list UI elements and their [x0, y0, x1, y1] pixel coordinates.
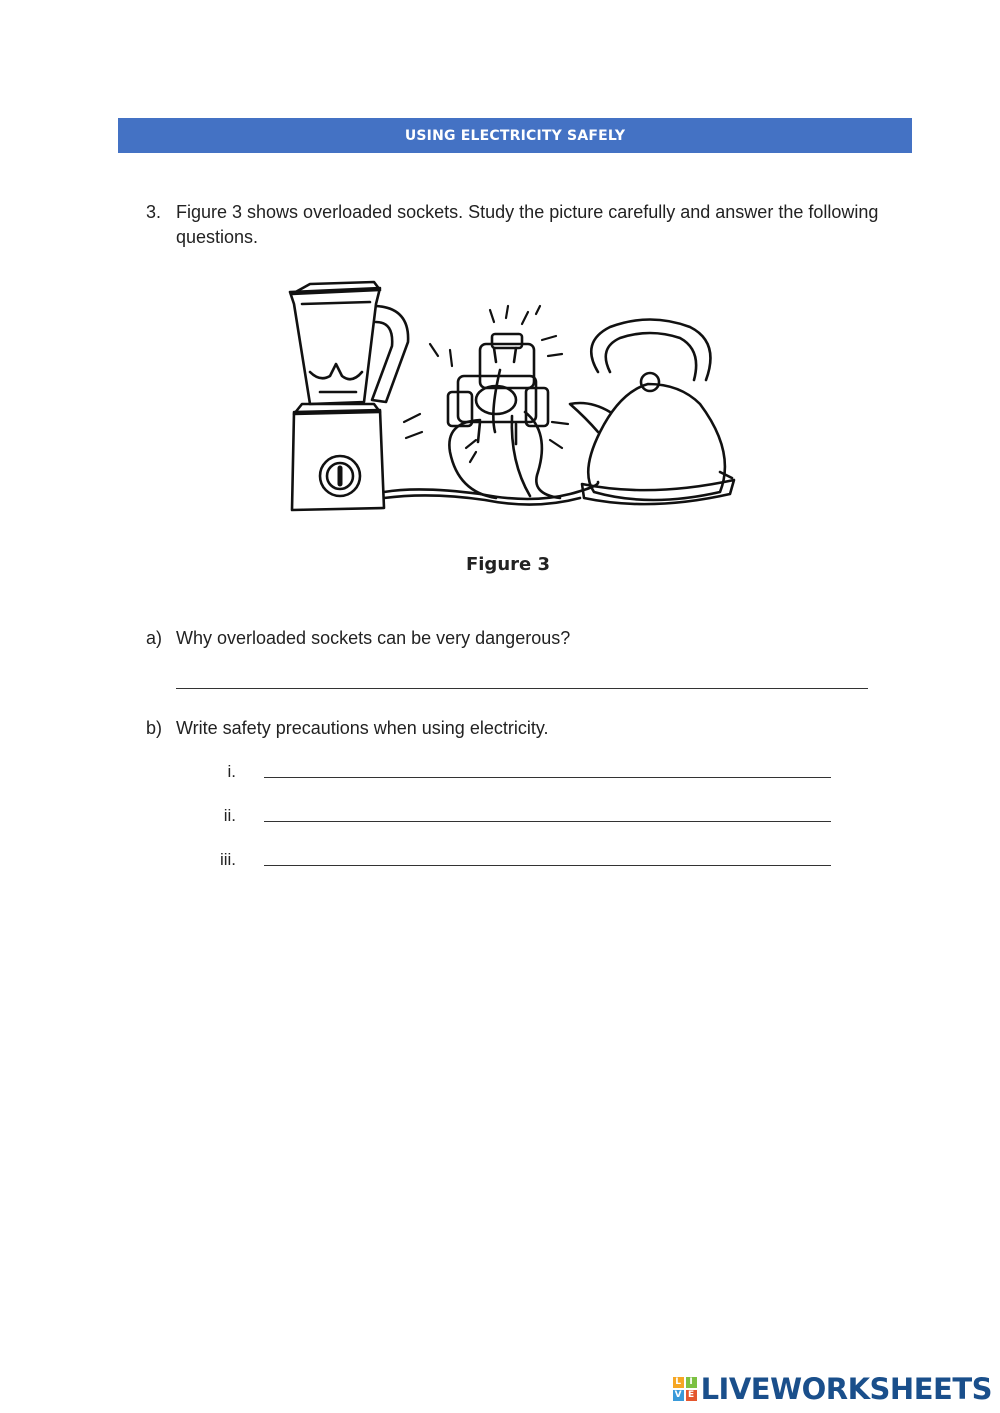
spark-marks: [404, 306, 568, 462]
part-b-item-numeral: ii.: [223, 806, 236, 825]
part-b-item-answer-line[interactable]: [264, 821, 831, 822]
overloaded-sockets-illustration: [280, 272, 740, 527]
part-b-label: b): [146, 718, 163, 738]
logo-tile: L: [673, 1377, 684, 1388]
figure-caption: Figure 3: [465, 554, 551, 575]
power-cords: [384, 370, 598, 505]
socket-adapter-stack: [448, 334, 548, 444]
logo-tile: E: [686, 1390, 697, 1401]
liveworksheets-logo-icon: [673, 1377, 697, 1401]
part-b-item-numeral: i.: [227, 762, 236, 781]
part-b-item-numeral: iii.: [219, 850, 236, 869]
part-a-label: a): [146, 628, 163, 648]
liveworksheets-watermark: [673, 1372, 992, 1406]
part-b-item-answer-line[interactable]: [264, 865, 831, 866]
blender-icon: [290, 282, 408, 510]
worksheet-title: USING ELECTRICITY SAFELY: [404, 127, 626, 144]
watermark-text: LIVEWORKSHEETS: [700, 1372, 992, 1406]
question-text: Figure 3 shows overloaded sockets. Study the picture carefully and answer the following questions.: [176, 202, 879, 247]
part-b-item-answer-line[interactable]: [264, 777, 831, 778]
worksheet-title-banner: [118, 118, 912, 153]
kettle-icon: [570, 320, 734, 505]
figure-drawing: [280, 272, 740, 527]
logo-tile: V: [673, 1390, 684, 1401]
part-b-question: Write safety precautions when using electricity.: [176, 718, 549, 738]
logo-tile: I: [686, 1377, 697, 1388]
question-number: 3.: [146, 202, 162, 222]
part-a-question: Why overloaded sockets can be very dangerous?: [176, 628, 571, 648]
part-a-answer-line[interactable]: [176, 688, 868, 689]
